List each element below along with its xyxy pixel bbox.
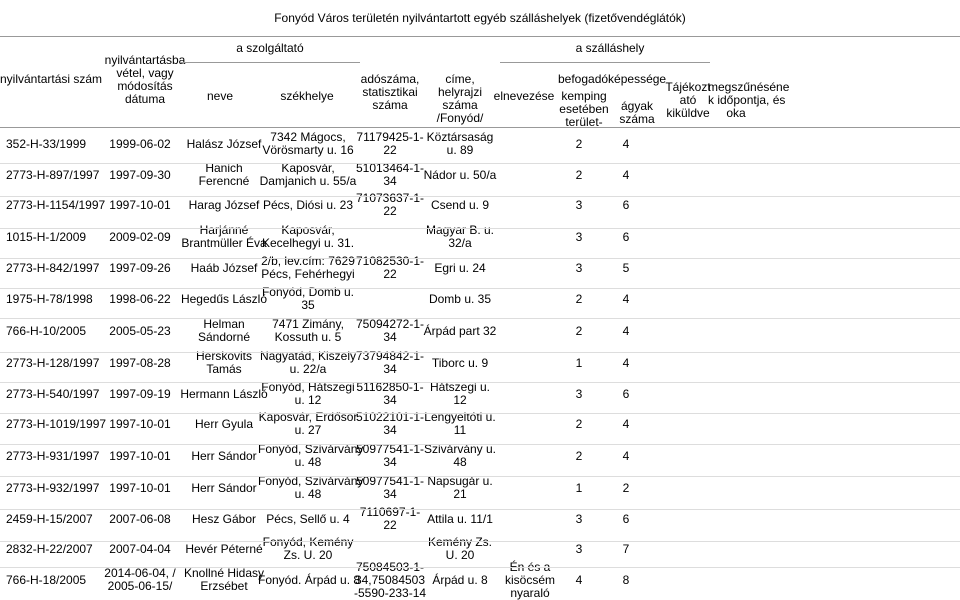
reg-no-cell: 766-H-10/2005 bbox=[6, 323, 87, 338]
reg-no-cell: 2773-H-931/1997 bbox=[6, 448, 100, 463]
tax-number-cell: 71082530-1- 22 bbox=[355, 254, 425, 281]
provider-seat-cell: 7342 Mágocs, Vörösmarty u. 16 bbox=[262, 130, 354, 157]
rooms-cell: 3 bbox=[575, 541, 583, 556]
header-provider-group: a szolgáltató bbox=[236, 41, 304, 55]
rooms-cell: 4 bbox=[575, 572, 583, 587]
reg-date-cell: 1998-06-22 bbox=[109, 291, 171, 306]
lodging-address-cell: Szivárvány u. 48 bbox=[423, 442, 497, 469]
reg-date-cell: 1997-10-01 bbox=[109, 448, 171, 463]
reg-date-cell: 1997-09-26 bbox=[109, 260, 171, 275]
rooms-cell: 3 bbox=[575, 386, 583, 401]
tax-number-cell: 50977541-1- 34 bbox=[355, 474, 425, 501]
rooms-cell: 2 bbox=[575, 323, 583, 338]
lodging-address-cell: Nádor u. 50/a bbox=[423, 167, 497, 182]
reg-date-cell: 1997-10-01 bbox=[109, 416, 171, 431]
page-title: Fonyód Város területén nyilvántartott egyéb szálláshelyek (fizetővendéglátók) bbox=[0, 0, 960, 37]
header-termination: megszűnéséne k időpontja, és oka bbox=[708, 80, 790, 120]
provider-name-cell: Hanich Ferencné bbox=[198, 161, 250, 188]
lodging-address-cell: Magyar B. u. 32/a bbox=[425, 223, 495, 250]
header-lodging-name: elnevezése bbox=[493, 89, 555, 103]
lodging-address-cell: Egri u. 24 bbox=[434, 260, 486, 275]
rooms-cell: 2 bbox=[575, 291, 583, 306]
provider-seat-cell: Kaposvár, Erdősor u. 27 bbox=[258, 410, 358, 437]
provider-seat-cell: Nagyatád, Kiszely u. 22/a bbox=[259, 349, 357, 376]
reg-date-cell: 2007-04-04 bbox=[109, 541, 171, 556]
provider-seat-cell: 2/b, lev.cím: 7629 Pécs, Fehérhegyi bbox=[261, 254, 355, 281]
reg-date-cell: 2009-02-09 bbox=[109, 229, 171, 244]
reg-no-cell: 2459-H-15/2007 bbox=[6, 511, 93, 526]
header-address: címe, helyrajzi száma /Fonyód/ bbox=[436, 72, 484, 125]
beds-cell: 5 bbox=[622, 260, 630, 275]
provider-name-cell: Herskovits Tamás bbox=[195, 349, 252, 376]
lodging-address-cell: Árpád u. 8 bbox=[432, 572, 488, 587]
provider-seat-cell: Fonyód, Kemény Zs. U. 20 bbox=[262, 535, 354, 562]
reg-date-cell: 1997-08-28 bbox=[109, 355, 171, 370]
provider-name-cell: Harag József bbox=[188, 197, 260, 212]
lodging-address-cell: Attila u. 11/1 bbox=[427, 511, 493, 526]
reg-date-cell: 1997-09-30 bbox=[109, 167, 171, 182]
provider-seat-cell: Kaposvár, Damjanich u. 55/a bbox=[259, 161, 357, 188]
provider-name-cell: Hermann László bbox=[180, 386, 268, 401]
beds-cell: 4 bbox=[622, 416, 630, 431]
provider-name-cell: Halász József bbox=[186, 136, 262, 151]
provider-name-cell: Hegedűs László bbox=[180, 291, 268, 306]
beds-cell: 6 bbox=[622, 229, 630, 244]
beds-cell: 2 bbox=[622, 480, 630, 495]
header-lodging-group: a szálláshely bbox=[575, 41, 645, 55]
rooms-cell: 3 bbox=[575, 229, 583, 244]
lodging-address-cell: Lengyeltóti u. 11 bbox=[424, 410, 496, 437]
lodging-address-cell: Tiborc u. 9 bbox=[431, 355, 489, 370]
beds-cell: 4 bbox=[622, 136, 630, 151]
header-name: neve bbox=[206, 89, 234, 103]
reg-date-cell: 1999-06-02 bbox=[109, 136, 171, 151]
tax-number-cell: 73794842-1- 34 bbox=[355, 349, 425, 376]
beds-cell: 7 bbox=[622, 541, 630, 556]
lodging-address-cell: Csend u. 9 bbox=[430, 197, 490, 212]
beds-cell: 4 bbox=[622, 355, 630, 370]
lodging-address-cell: Napsugár u. 21 bbox=[427, 474, 493, 501]
provider-seat-cell: Kaposvár, Kecelhegyi u. 31. bbox=[261, 223, 355, 250]
rooms-cell: 2 bbox=[575, 416, 583, 431]
tax-number-cell: 7110697-1- 22 bbox=[359, 505, 421, 532]
rooms-cell: 1 bbox=[575, 355, 583, 370]
lodging-address-cell: Hátszegi u. 12 bbox=[429, 380, 491, 407]
reg-date-cell: 1997-09-19 bbox=[109, 386, 171, 401]
beds-cell: 4 bbox=[622, 323, 630, 338]
reg-date-cell: 1997-10-01 bbox=[109, 480, 171, 495]
lodging-address-cell: Kemény Zs. U. 20 bbox=[427, 535, 493, 562]
reg-no-cell: 1975-H-78/1998 bbox=[6, 291, 93, 306]
provider-seat-cell: Pécs, Diósi u. 23 bbox=[262, 197, 354, 212]
reg-no-cell: 2773-H-540/1997 bbox=[6, 386, 100, 401]
tax-number-cell: 51162850-1- 34 bbox=[356, 380, 424, 407]
reg-no-cell: 352-H-33/1999 bbox=[6, 136, 87, 151]
provider-name-cell: Knollné Hidasy Erzsébet bbox=[183, 566, 265, 593]
provider-name-cell: Herr Gyula bbox=[194, 416, 253, 431]
reg-date-cell: 2007-06-08 bbox=[109, 511, 171, 526]
provider-seat-cell: 7471 Zimány, Kossuth u. 5 bbox=[272, 317, 344, 344]
header-reg-no: nyilvántartási szám bbox=[0, 72, 103, 86]
reg-no-cell: 2773-H-842/1997 bbox=[6, 260, 100, 275]
reg-no-cell: 2832-H-22/2007 bbox=[6, 541, 93, 556]
rooms-cell: 3 bbox=[575, 511, 583, 526]
header-info: Tájékozt ató kiküldve bbox=[665, 80, 711, 120]
provider-name-cell: Harjánné Brantmüller Éva bbox=[181, 223, 267, 250]
beds-cell: 8 bbox=[622, 572, 630, 587]
header-tax: adószáma, statisztikai száma bbox=[360, 72, 420, 112]
tax-number-cell: 50977541-1- 34 bbox=[355, 442, 425, 469]
tax-number-cell: 75094272-1- 34 bbox=[355, 317, 425, 344]
reg-no-cell: 2773-H-1154/1997 bbox=[6, 197, 106, 212]
provider-seat-cell: Pécs, Sellő u. 4 bbox=[266, 511, 350, 526]
tax-number-cell: 71179425-1- 22 bbox=[356, 130, 424, 157]
rooms-cell: 3 bbox=[575, 260, 583, 275]
beds-cell: 6 bbox=[622, 197, 630, 212]
provider-seat-cell: Fonyód, Hátszegi u. 12 bbox=[261, 380, 355, 407]
header-beds: ágyak száma bbox=[619, 99, 655, 126]
tax-number-cell: 71073637-1- 22 bbox=[355, 191, 425, 218]
reg-no-cell: 2773-H-1019/1997 bbox=[6, 416, 107, 431]
provider-name-cell: Herr Sándor bbox=[191, 448, 257, 463]
beds-cell: 4 bbox=[622, 291, 630, 306]
lodging-address-cell: Domb u. 35 bbox=[428, 291, 492, 306]
rooms-cell: 2 bbox=[575, 448, 583, 463]
header-seat: székhelye bbox=[280, 89, 334, 103]
provider-seat-cell: Fonyód, Szivárvány u. 48 bbox=[258, 442, 364, 469]
beds-cell: 6 bbox=[622, 511, 630, 526]
beds-cell: 4 bbox=[622, 167, 630, 182]
beds-cell: 4 bbox=[622, 448, 630, 463]
provider-name-cell: Haáb József bbox=[190, 260, 258, 275]
tax-number-cell: 51013464-1- 34 bbox=[355, 161, 425, 188]
provider-seat-cell: Fonyód, Domb u. 35 bbox=[261, 285, 355, 312]
reg-no-cell: 2773-H-932/1997 bbox=[6, 480, 100, 495]
reg-no-cell: 1015-H-1/2009 bbox=[6, 229, 87, 244]
reg-date-cell: 2014-06-04, / 2005-06-15/ bbox=[104, 566, 176, 593]
rooms-cell: 2 bbox=[575, 167, 583, 182]
provider-seat-cell: Fonyód, Szivárvány u. 48 bbox=[258, 474, 364, 501]
lodging-address-cell: Köztársaság u. 89 bbox=[426, 130, 494, 157]
provider-seat-cell: Fonyód. Árpád u. 8 bbox=[258, 572, 361, 587]
lodging-address-cell: Árpád part 32 bbox=[423, 323, 497, 338]
provider-name-cell: Hevér Péterné bbox=[185, 541, 263, 556]
reg-date-cell: 1997-10-01 bbox=[109, 197, 171, 212]
provider-name-cell: Hesz Gábor bbox=[191, 511, 257, 526]
rooms-cell: 2 bbox=[575, 136, 583, 151]
header-capacity: befogadóképessége bbox=[558, 72, 667, 86]
header-reg-date: nyilvántartásba vétel, vagy módosítás dátuma bbox=[104, 53, 186, 106]
beds-cell: 6 bbox=[622, 386, 630, 401]
header-capacity-sub: kemping esetében terület- bbox=[559, 90, 609, 129]
rooms-cell: 3 bbox=[575, 197, 583, 212]
lodging-name-cell: Én és a kisöcsém nyaraló bbox=[504, 559, 555, 600]
tax-number-cell: 51022101-1- 34 bbox=[355, 410, 425, 437]
tax-number-cell: 75084503-1- 34,75084503 -5590-233-14 bbox=[354, 559, 427, 600]
rooms-cell: 1 bbox=[575, 480, 583, 495]
reg-no-cell: 2773-H-128/1997 bbox=[6, 355, 100, 370]
provider-name-cell: Herr Sándor bbox=[191, 480, 257, 495]
reg-no-cell: 766-H-18/2005 bbox=[6, 572, 87, 587]
reg-no-cell: 2773-H-897/1997 bbox=[6, 167, 100, 182]
reg-date-cell: 2005-05-23 bbox=[109, 323, 171, 338]
provider-name-cell: Helman Sándorné bbox=[197, 317, 251, 344]
